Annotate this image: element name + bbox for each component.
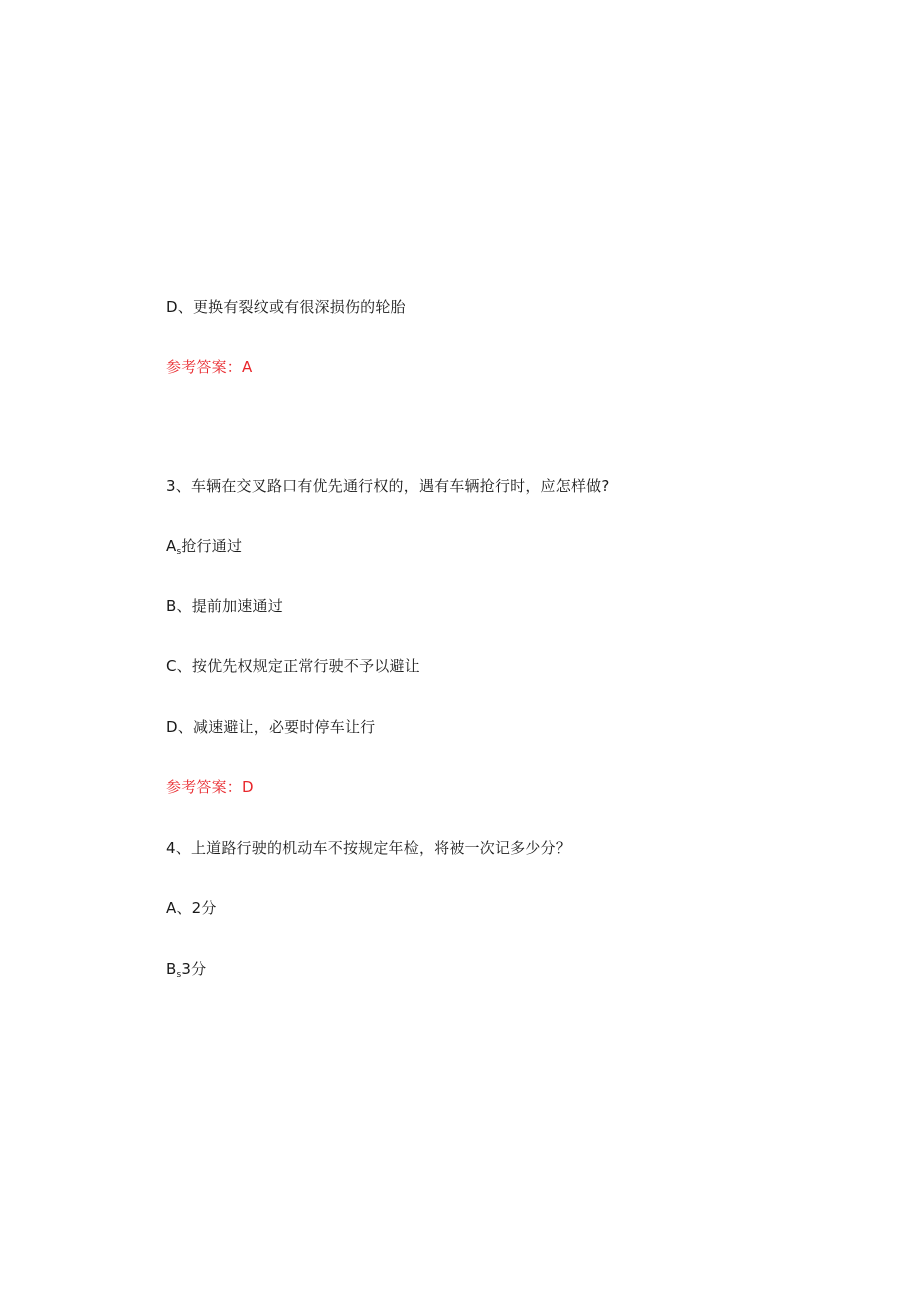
q4-option-b-letter: B <box>166 960 177 978</box>
q3-option-d: D、减速避让，必要时停车让行 <box>166 718 376 736</box>
q4-option-b-sep: s <box>176 970 182 980</box>
q4-option-b <box>166 959 206 985</box>
q4-option-b-text: 3分 <box>181 960 207 978</box>
q3-option-c: C、按优先权规定正常行驶不予以避让 <box>166 657 420 675</box>
q4-option-a: A、2分 <box>166 899 217 917</box>
q3-option-a <box>166 536 242 562</box>
q3-option-b: B、提前加速通过 <box>166 597 283 615</box>
q2-option-d: D、更换有裂纹或有很深损伤的轮胎 <box>166 298 406 316</box>
q4-question: 4、上道路行驶的机动车不按规定年检，将被一次记多少分？ <box>166 839 571 857</box>
q3-question: 3、车辆在交叉路口有优先通行权的，遇有车辆抢行时，应怎样做? <box>166 477 610 495</box>
q3-option-a-sep: s <box>176 547 182 557</box>
q3-answer: 参考答案：D <box>166 778 254 796</box>
q2-answer: 参考答案：A <box>166 358 253 376</box>
q3-option-a-letter: A <box>166 537 177 555</box>
q3-option-a-text: 抢行通过 <box>181 537 243 555</box>
